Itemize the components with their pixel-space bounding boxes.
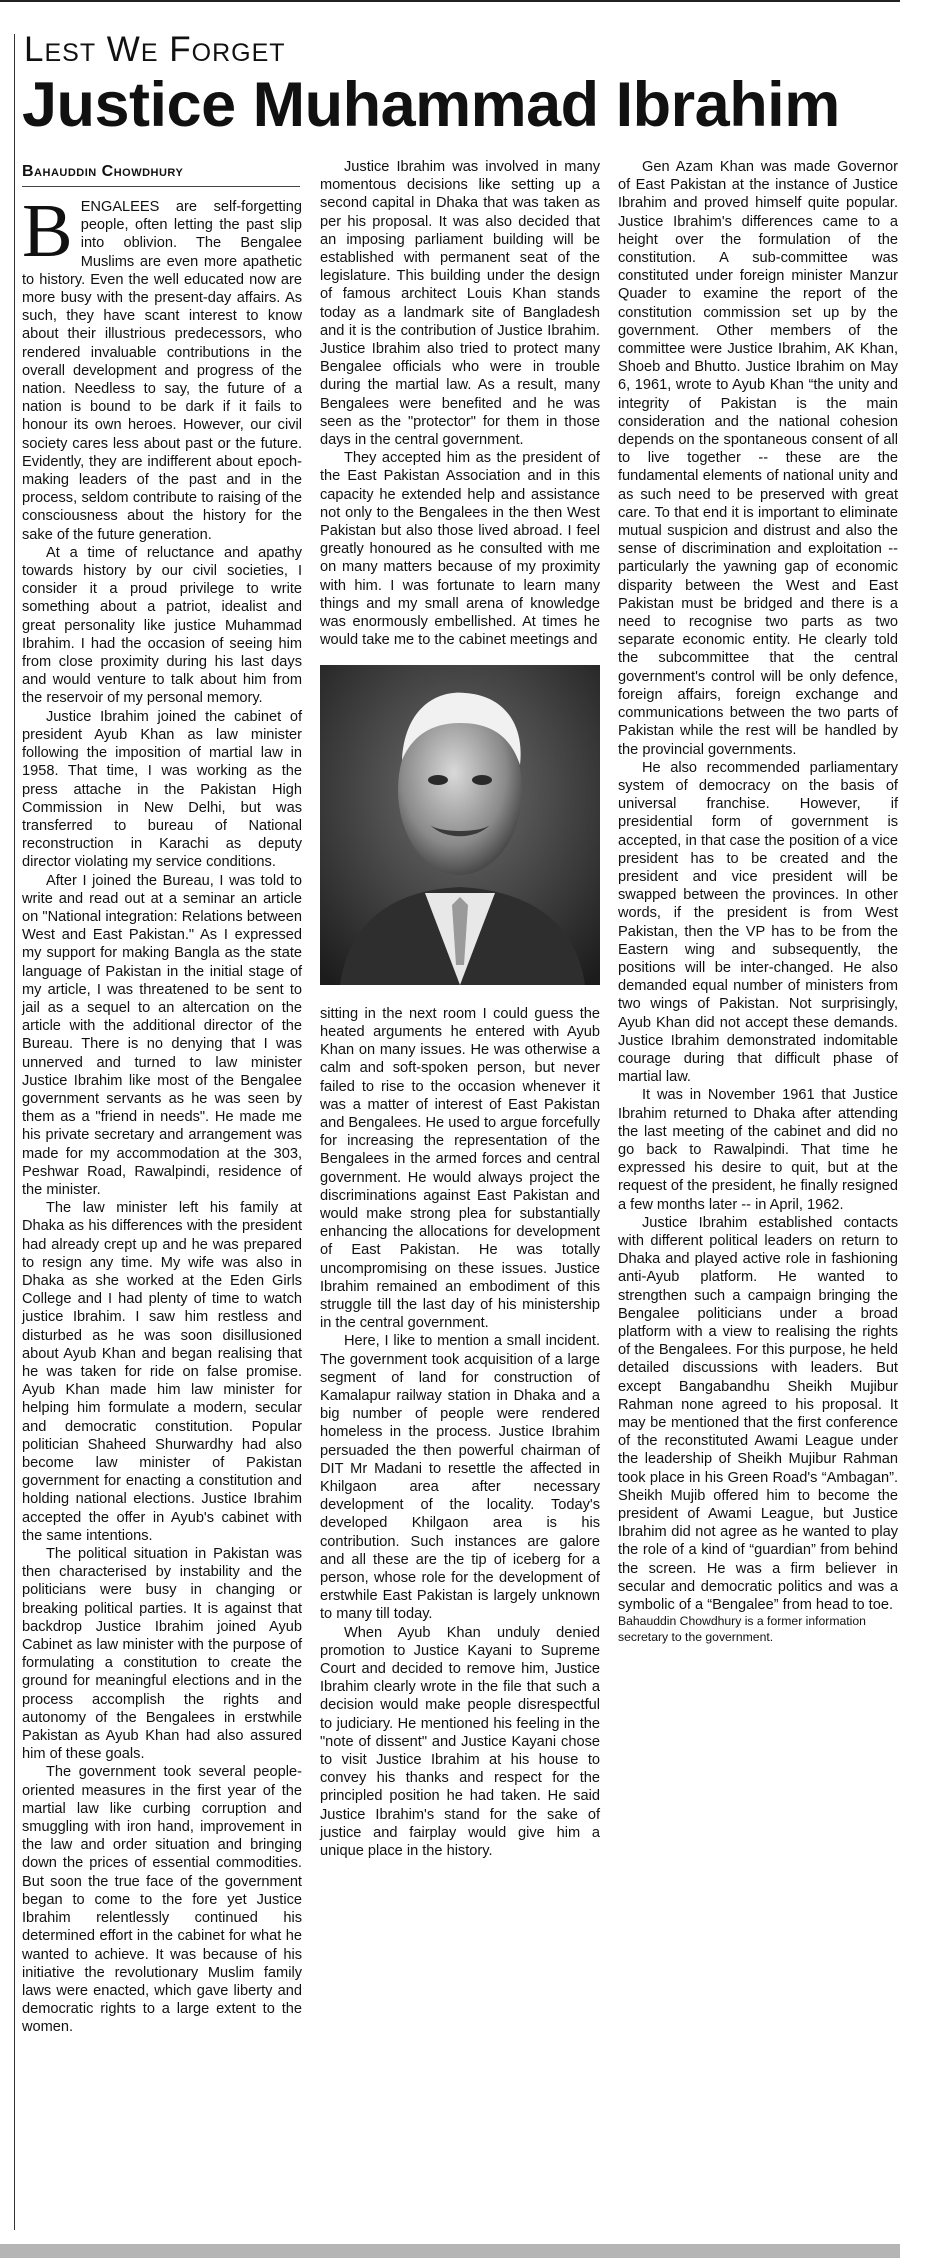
paragraph: They accepted him as the president of the East Pakistan Association and in this capacity he extended help and assistance not only to the Bengalees in the then West Pakistan but also those lived abroad. I feel greatly honoured as he consulted with me on many matters because of my proximity with him. I was fortunate to learn many things and my small arena of knowledge was enormously embellished. At times he would take me to the cabinet meetings and: [320, 450, 600, 649]
paragraph: The law minister left his family at Dhaka as his differences with the president had already crept up and he was prepared to resign any time. My wife was also in Dhaka as she worked at the Eden Girls College and I had plenty of time to watch justice Ibrahim. I saw him restless and disturbed as he was soon disillusioned about Ayub Khan and began realising that he was taken for ride on false promise. Ayub Khan made him law minister for helping him formulate a modern, secular and democratic constitution. Popular politician Shaheed Shurwardhy had also become law minister of Pakistan government for enacting a constitution and holding national elections. Justice Ibrahim accepted the offer in Ayub's cabinet with the same intentions.: [22, 1200, 302, 1544]
paragraph: Here, I like to mention a small incident. The government took acquisition of a large segment of land for construction of Kamalapur railway station in Dhaka and a big number of people were rendered homeless in the process. Justice Ibrahim persuaded the then powerful chairman of DIT Mr Madani to resettle the affected in Khilgaon area after necessary development of the locality. Today's developed Khilgaon area is his contribution. Such instances are galore and all these are the tip of iceberg for a person, whose role for the development of erstwhile East Pakistan is largely unknown to many till today.: [320, 1333, 600, 1623]
paragraph: Gen Azam Khan was made Governor of East Pakistan at the instance of Justice Ibrahim and proved himself quite popular. Justice Ibrahim's differences came to a height over the formulation of the constitution. A sub-committee was constituted under foreign minister Manzur Quader to examine the report of the constitution commission set up by the government. Other members of the committee were Justice Ibrahim, AK Khan, Shoeb and Bhutto. Justice Ibrahim on May 6, 1961, wrote to Ayub Khan “the unity and integrity of Pakistan is the main consideration and the national cohesion depends on the spontaneous consent of all to live together -- these are the fundamental elements of national unity and as such need to be preserved with great care. To that end it is important to eliminate mutual suspicion and distrust and also the sense of discrimination and exploitation -- particularly the yawning gap of economic disparity between the West and East Pakistan must be bridged and there is a need to recognise two parts as two separate economic entity. He clearly told the subcommittee that the central government's control will be only defence, foreign affairs, foreign exchange and communications between the two parts of Pakistan while the rest will be handled by the provincial governments.: [618, 159, 898, 758]
paragraph: The government took several people-oriented measures in the first year of the martial law like curbing corruption and smuggling with iron hand, improvement in the law and order situation and bringing down the prices of essential commodities. But soon the true face of the government began to come to the fore yet Justice Ibrahim relentlessly continued his determined effort in the cabinet for what he wanted to achieve. It was because of his initiative the revolutionary Muslim family laws were enacted, which gave liberty and democratic rights to a large extent to the women.: [22, 1764, 302, 2036]
paragraph: Justice Ibrahim joined the cabinet of president Ayub Khan as law minister following the imposition of martial law in 1958. That time, I was working as the press attache in the Pakistan High Commission in New Delhi, but was transferred to bureau of National reconstruction in Karachi as deputy director violating my service conditions.: [22, 708, 302, 871]
kicker: Lest We Forget: [24, 30, 286, 69]
article-column-2: [320, 158, 600, 1860]
author-bio: Bahauddin Chowdhury is a former information secretary to the government.: [618, 1614, 866, 1644]
paragraph: [22, 189, 302, 544]
drop-cap: B: [22, 189, 73, 273]
paragraph: At a time of reluctance and apathy towards history by our civil societies, I consider it a proud privilege to write something about a patriot, idealist and great personality like justice Muhammad Ibrahim. I had the occasion of seeing him from close proximity during his last days and would venture to talk about him from the reservoir of my personal memory.: [22, 544, 302, 707]
left-margin-rule: [14, 34, 15, 2230]
paragraph: When Ayub Khan unduly denied promotion to Justice Kayani to Supreme Court and decided to remove him, Justice Ibrahim clearly wrote in the file that such a decision would make people disrespectful to judiciary. He mentioned his feeling in the "note of dissent" and Justice Kayani chose to visit Justice Ibrahim at his house to convey his thanks and respect for the principled position he had taken. He said Justice Ibrahim's stand for the sake of justice and fairplay would give him a unique place in the history.: [320, 1624, 600, 1860]
paragraph: Justice Ibrahim established contacts with different political leaders on return to Dhaka and played active role in fashioning anti-Ayub platform. He wanted to strengthen such a campaign bringing the Bengalee politicians under a broad platform with a view to realising the rights of the Bengalees. For this purpose, he held detailed discussions with leaders. But except Bangabandhu Sheikh Mujibur Rahman none agreed to his proposal. It may be mentioned that the first conference of the reconstituted Awami League under the leadership of Sheikh Mujibur Rahman took place in his Green Road's “Ambagan”. Sheikh Mujib offered him to become the president of Awami League, but Justice Ibrahim did not agree as he wanted to play the role of a kind of “guardian” from behind the screen. He was a firm believer in secular and democratic politics and was a symbolic of a “Bengalee” from head to toe.: [618, 1214, 898, 1614]
bottom-rule: [0, 2244, 900, 2258]
top-rule: [0, 0, 900, 2]
headline: Justice Muhammad Ibrahim: [22, 70, 840, 140]
paragraph: The political situation in Pakistan was then characterised by instability and the politicians were busy in changing or breaking political parties. It is against that backdrop Justice Ibrahim joined Ayub Cabinet as law minister with the purpose of formulating a constitution to create the ground for meaningful elections and in the process accomplish the rights and autonomy of the Bengalees in erstwhile Pakistan as Ayub Khan had also assured him of these goals.: [22, 1546, 302, 1763]
paragraph-text: ENGALEES are self-forgetting people, often letting the past slip into oblivion. The Bengalee Muslims are even more apathetic to history. Even the well educated now are more busy with the present-day affairs. As such, they have scant interest to know about their illustrious predecessors, who rendered invaluable contributions in the overall development and progress of the nation. Needless to say, the future of a nation is bound to be dark if it fails to honour its own heroes. However, our civil society cares less about past or the future. Evidently, they are indifferent about epoch-making leaders of the past and in the process, seldom contribute to raising of the consciousness about the history for the sake of the future generation.: [22, 199, 302, 543]
paragraph: Justice Ibrahim was involved in many momentous decisions like setting up a second capital in Dhaka that was taken as per his proposal. It was also decided that an imposing parliament building will be established with permanent seat of the legislature. This building under the design of famous architect Louis Khan stands today as a landmark site of Bangladesh and it is the contribution of Justice Ibrahim. Justice Ibrahim also tried to protect many Bengalee officials who were in trouble during the martial law. As a result, many Bengalees were benefited and he was seen as the "protector" for them in those days in the central government.: [320, 159, 600, 449]
byline: Bahauddin Chowdhury: [22, 163, 184, 180]
paragraph: It was in November 1961 that Justice Ibrahim returned to Dhaka after attending the last meeting of the cabinet and did no go back to Rawalpindi. That time he expressed his desire to quit, but at the request of the president, he finally resigned a few months later -- in April, 1962.: [618, 1087, 898, 1213]
paragraph: He also recommended parliamentary system of democracy on the basis of universal franchise. However, if presidential form of government is accepted, in that case the position of a vice president has to be created and the president and vice president will be swapped between the provinces. In other words, if the president is from West Pakistan, then the VP has to be from the Eastern wing and subsequently, the positions will be inter-changed. He also demanded equal number of ministers from two wings of Pakistan. Not surprisingly, Ayub Khan did not accept these demands. Justice Ibrahim demonstrated indomitable courage during that difficult phase of martial law.: [618, 759, 898, 1086]
byline-rule: [22, 186, 300, 187]
article-column-3: [618, 158, 898, 1645]
portrait-photo: [320, 665, 600, 985]
paragraph: sitting in the next room I could guess the heated arguments he entered with Ayub Khan on many issues. He was otherwise a calm and soft-spoken person, but never failed to rise to the occasion whenever it was a matter of interest of East Pakistan and Bengalees. He used to argue forcefully for increasing the representation of the Bengalees in the armed forces and central government. He would always project the discriminations against East Pakistan and would make strong plea for substantially enhancing the allocations for development of East Pakistan. He was totally uncompromising on these issues. Justice Ibrahim remained an embodiment of this struggle till the last day of his ministership in the central government.: [320, 1005, 600, 1332]
article-column-1: [22, 189, 302, 2037]
paragraph: After I joined the Bureau, I was told to write and read out at a seminar an article on "National integration: Relations between West and East Pakistan." As I expressed my support for making Bangla as the state language of Pakistan in the initial stage of my article, I was threatened to be sent to jail as a sequel to an altercation on the article with the additional director of the Bureau. There is no denying that I was unnerved and turned to law minister Justice Ibrahim like most of the Bengalee government servants as he was seen by them as a "friend in needs". He made me his private secretary and arrangement was made for my accommodation at the 303, Peshwar Road, Rawalpindi, residence of the minister.: [22, 872, 302, 1198]
